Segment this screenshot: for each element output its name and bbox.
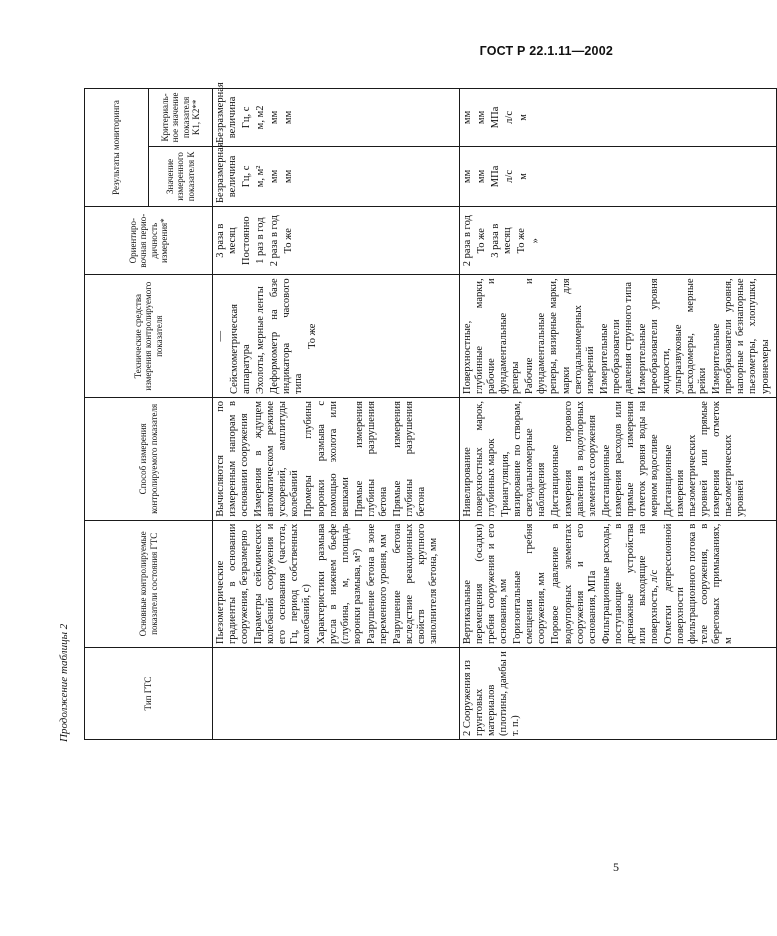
list-item: Эхолоты, мерные ленты	[255, 286, 267, 395]
list-item: Измерения в ждущем автоматическом режиме ускорений, амплитуды колебаний	[253, 401, 301, 517]
list-item: м	[518, 114, 530, 121]
list-item: 3 раза в месяц	[490, 223, 514, 258]
indicators-cell	[213, 520, 460, 647]
list-item: мм	[269, 110, 281, 125]
list-item: Характеристики размыва русла в нижнем бьефе (глубина, м, площадь воронки размыва, м²)	[315, 523, 363, 645]
header-frequency: Ориентиро-вочная перио-дичность измерения*	[85, 206, 213, 274]
list-item: м, м²	[255, 165, 267, 188]
list-item: Поверхностные, глубинные марки, рабочие и фундаментальные реперы	[462, 278, 522, 395]
methods-cell	[213, 398, 460, 521]
header-value: Значение измеренного показателя К	[149, 146, 213, 206]
list-item: МПа	[490, 106, 502, 129]
criteria-cell	[460, 89, 777, 147]
continued-table-label: Продолжение таблицы 2	[58, 623, 70, 742]
list-item: Разрушение бетона вследствие реакционных свойств крупного заполнителя бетона, мм	[391, 523, 440, 645]
list-item: м	[518, 173, 530, 180]
criteria-cell	[213, 82, 460, 147]
list-item: Гц, с	[241, 165, 253, 188]
list-item: Дистанционные измерения порового давления в водоупорных элементах сооружения	[550, 401, 598, 517]
list-item: 1 раз в год	[255, 217, 267, 264]
list-item: Гц, с	[241, 106, 253, 129]
list-item: Рабочие и фундаментальные реперы, визирные марки, марки для светодальномерных измерений	[524, 278, 596, 395]
tools-cell	[460, 275, 777, 398]
list-item: 2 раза в год	[269, 215, 281, 267]
table-row	[213, 89, 460, 740]
list-item: 3 раза в месяц	[215, 223, 239, 258]
list-item: л/с	[504, 170, 516, 183]
list-item: Разрушение бетона в зоне переменного уровня, мм	[365, 523, 389, 645]
list-item: То же	[307, 323, 319, 349]
document-code: ГОСТ Р 22.1.11—2002	[479, 44, 613, 58]
list-item: Дистанционные измерения пьезометрических уровней или прямые измерения отметок пьезометрических уровней	[663, 401, 747, 517]
monitoring-table-rotated	[84, 82, 771, 740]
list-item: Поровое давление в водоупорных элементах сооружения и его основания, МПа	[550, 523, 598, 645]
list-item: Промеры глубины воронки размыва с помощью эхолота или вешками	[303, 401, 351, 517]
list-item: Вертикальные перемещения (осадки) гребня сооружения и его основания, мм	[462, 523, 510, 645]
table-row	[460, 89, 777, 740]
list-item: Нивелирование поверхностных марок, глубинных марок	[462, 401, 498, 517]
list-item: Фильтрационные расходы, поступающие в дренажные устройства или выходящие на поверхность, л/с	[600, 523, 660, 645]
list-item: мм	[476, 110, 488, 125]
list-item: Безразмерная величина	[215, 82, 239, 143]
list-item: Сейсмометрическая аппаратура	[229, 304, 253, 395]
frequency-cell	[460, 206, 777, 274]
list-item: —	[215, 330, 226, 342]
list-item: Дистанционные измерения расходов или прямые измерения отметок уровня воды на мерном водосливе	[600, 401, 660, 517]
methods-cell	[460, 398, 777, 521]
gts-type-cell: 2 Сооружения из грунтовых материалов (плотины, дамбы и т. п.)	[460, 648, 777, 740]
list-item: мм	[462, 169, 473, 184]
list-item: Постоянно	[241, 216, 253, 265]
list-item: Прямые измерения глубины разрушения бетона	[353, 401, 389, 517]
indicators-cell	[460, 520, 777, 647]
header-type: Тип ГТС	[85, 648, 213, 740]
list-item: Пьезометрические градиенты в основании сооружения, безразмерно	[215, 523, 251, 645]
list-item: л/с	[504, 111, 516, 124]
list-item: 2 раза в год	[462, 215, 473, 267]
list-item: Измерительные преобразователи уровня жидкости, ультразвуковые расходомеры, мерные рейки	[636, 278, 709, 395]
list-item: мм	[283, 110, 295, 125]
header-indicators: Основные контролируемые показатели состояния ГТС	[85, 520, 213, 647]
list-item: Триангуляция, визирование по створам, светодальномерные наблюдения	[500, 401, 548, 517]
list-item: МПа	[490, 165, 502, 188]
monitoring-table	[84, 82, 777, 740]
gts-type-cell	[213, 648, 460, 740]
list-item: мм	[269, 169, 281, 184]
values-cell	[213, 142, 460, 206]
page-number: 5	[613, 860, 619, 874]
frequency-cell	[213, 206, 460, 274]
list-item: мм	[283, 169, 295, 184]
header-row-1	[85, 89, 149, 740]
list-item: Деформометр на базе индикатора часового типа	[269, 278, 305, 395]
list-item: То же	[516, 228, 528, 254]
list-item: мм	[462, 110, 473, 125]
header-tools: Технические средства измерения контролируемого показателя	[85, 275, 213, 398]
list-item: Измерительные преобразователи давления струнного типа	[598, 281, 634, 395]
list-item: Отметки депрессионной поверхности фильтрационного потока в теле сооружения, в береговых примыканиях, м	[663, 523, 735, 645]
header-results: Результаты мониторинга	[85, 89, 149, 207]
list-item: То же	[476, 228, 488, 254]
header-method: Способ измерения контролируемого показателя	[85, 398, 213, 521]
list-item: Параметры сейсмических колебаний сооружения и его основания (частота, Гц, период собственных колебаний, с)	[253, 523, 313, 645]
list-item: Прямые измерения глубины разрушения бетона	[391, 401, 427, 517]
list-item: Безразмерная величина	[215, 142, 239, 203]
list-item: »	[530, 238, 542, 244]
list-item: Измерительные преобразователи уровня, напорные и безнапорные пьезометры, хлопушки, уровнемеры	[711, 278, 771, 395]
list-item: То же	[283, 228, 295, 254]
values-cell	[460, 146, 777, 206]
tools-cell	[213, 275, 460, 398]
list-item: м, м2	[255, 105, 267, 130]
list-item: Горизонтальные смещения гребня сооружения, мм	[512, 523, 548, 645]
list-item: мм	[476, 169, 488, 184]
header-criterion: Критериаль-ное значение показателя K1, K2**	[149, 89, 213, 147]
list-item: Вычисляются по измеренным напорам в основании сооружения	[215, 401, 251, 517]
